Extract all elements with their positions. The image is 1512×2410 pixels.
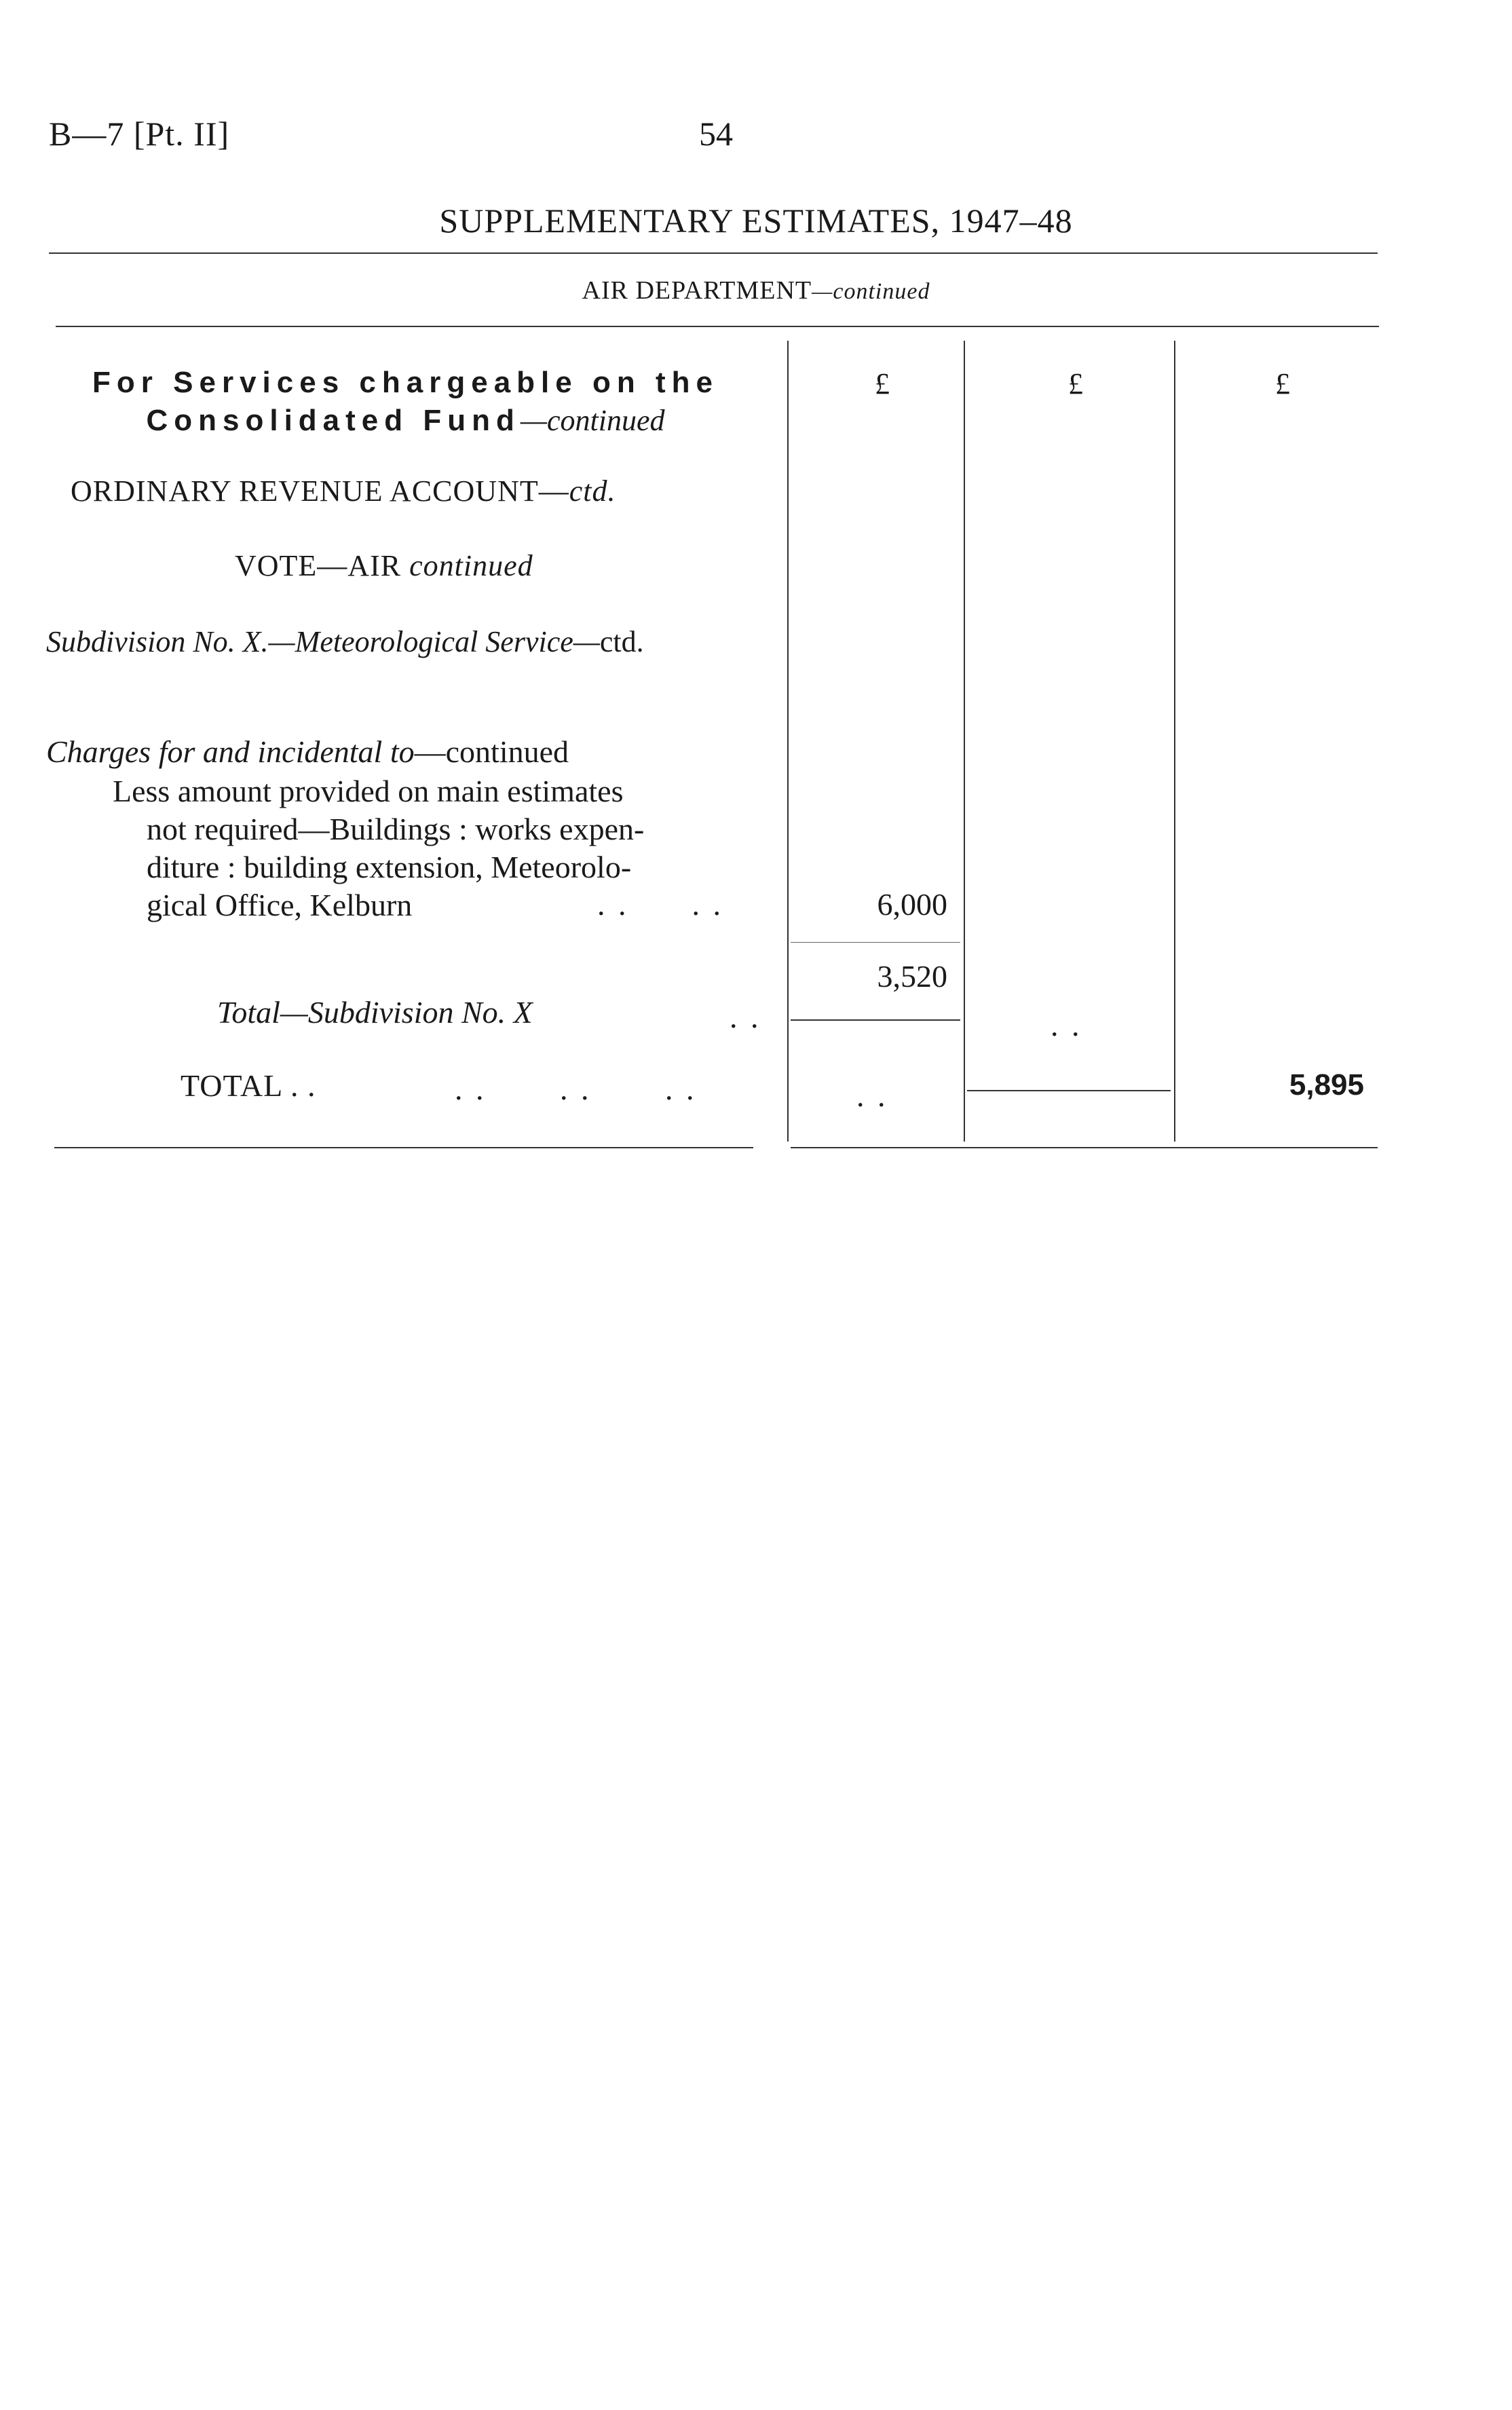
column-divider-1 (787, 341, 789, 1142)
item-leader-dots: . . . . (597, 887, 723, 922)
item-line-4: gical Office, Kelburn (147, 888, 413, 922)
total-col1-dots: . . (856, 1078, 888, 1113)
total-subdivision-col2: . . (1051, 1008, 1082, 1042)
services-heading-line1: For Services chargeable on the (92, 366, 719, 399)
services-heading (41, 364, 770, 440)
subdivision-heading (46, 624, 644, 659)
table-bottom-rule-right (791, 1147, 1378, 1148)
total-subdivision-label: Total—Subdivision No. X (217, 995, 533, 1030)
charges-suffix: —continued (414, 734, 569, 769)
total-col2-rule (967, 1090, 1171, 1091)
total-subdivision-dots: . . (730, 1000, 761, 1034)
department-heading (0, 276, 1512, 305)
item-value: 6,000 (877, 887, 947, 922)
charges-title: Charges for and incidental to (46, 734, 415, 769)
consolidated-fund: Consolidated Fund (146, 404, 521, 437)
column-divider-3 (1174, 341, 1175, 1142)
services-heading-line2 (41, 402, 770, 440)
subtotal-value: 3,520 (877, 959, 947, 994)
grand-total-value: 5,895 (1289, 1068, 1364, 1102)
document-title: SUPPLEMENTARY ESTIMATES, 1947–48 (439, 202, 1073, 240)
charges-heading (46, 733, 569, 771)
services-heading-suffix: —continued (520, 404, 665, 437)
item-line-3: diture : building extension, Meteorolo- (147, 850, 632, 884)
vote-suffix: continued (409, 549, 533, 582)
column-header-2: £ (1068, 367, 1083, 400)
total-leader-dots: . . . . . . (455, 1072, 697, 1106)
page-number: 54 (699, 115, 733, 153)
total-label: TOTAL . . (181, 1068, 316, 1103)
account-heading (71, 474, 616, 508)
vote-heading (235, 548, 533, 583)
column-header-3: £ (1275, 367, 1290, 400)
table-bottom-rule-left (54, 1147, 753, 1148)
item-line-1: Less amount provided on main estimates (113, 774, 624, 808)
department-name: AIR DEPARTMENT (582, 276, 812, 305)
page-reference: B—7 [Pt. II] (49, 115, 230, 153)
column-header-1: £ (875, 367, 890, 400)
account-name: ORDINARY REVENUE ACCOUNT— (71, 474, 569, 508)
subdivision-suffix: ctd. (599, 625, 644, 658)
subdivision-name: Subdivision No. X.—Meteorological Service— (46, 625, 600, 658)
vote-name: VOTE—AIR (235, 549, 410, 582)
column-divider-2 (964, 341, 965, 1142)
account-suffix: ctd. (569, 474, 616, 508)
title-rule (49, 252, 1378, 254)
subtotal-rule-bottom (791, 1019, 960, 1021)
subtotal-rule-top (791, 942, 960, 943)
item-line-2: not required—Buildings : works expen- (147, 812, 645, 846)
table-top-rule (56, 326, 1379, 327)
department-suffix: —continued (812, 279, 930, 304)
